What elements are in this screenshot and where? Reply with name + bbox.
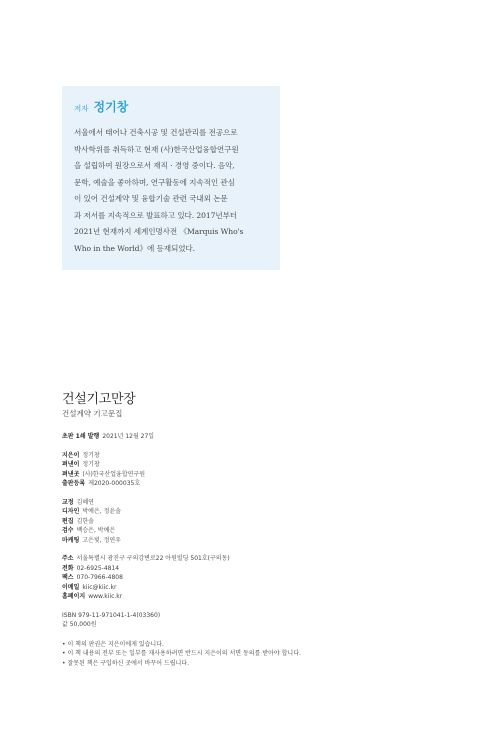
- staff-value: 김한솔: [76, 517, 94, 525]
- credit-value: (사)한국산업융합연구원: [82, 470, 146, 478]
- contact-label: 팩스: [62, 574, 74, 581]
- author-bio-line: 을 설립하여 원장으로서 재직 · 경영 중이다. 음악,: [74, 161, 235, 170]
- contact-value: 02-6925-4814: [76, 564, 120, 572]
- copyright-note: • 이 책의 판권은 지은이에게 있습니다.: [62, 640, 164, 648]
- staff-label: 교정: [62, 498, 74, 506]
- author-heading: [74, 98, 270, 115]
- isbn-group: [62, 611, 442, 630]
- copyright-note: • 이 책 내용의 전부 또는 일부를 재사용하려면 반드시 지은이의 서면 동의를 받아야 합니다.: [62, 650, 301, 657]
- staff-label: 디자인: [62, 508, 80, 515]
- contact-value: kiic@kiic.kr: [82, 583, 117, 591]
- publisher-person-row: [62, 460, 442, 470]
- fax-row: [62, 573, 442, 583]
- contact-label: 주소: [62, 555, 74, 562]
- registration-row: [62, 479, 442, 489]
- staff-label: 검수: [62, 527, 74, 534]
- credit-value: 제2020-000035호: [88, 480, 141, 487]
- staff-value: 김혜연: [76, 498, 94, 506]
- author-bio-line: 이 있어 건설계약 및 융합기술 관련 국내외 논문: [74, 194, 228, 203]
- contact-label: 이메일: [62, 583, 80, 591]
- contact-value: www.kiic.kr: [88, 593, 123, 600]
- staff-row: [62, 498, 442, 508]
- staff-value: 백승은, 박예은: [76, 527, 116, 534]
- first-edition-label: 초판 1쇄 발행: [62, 433, 100, 440]
- staff-row: [62, 526, 442, 536]
- author-role-label: 저자: [74, 104, 89, 113]
- publisher-org-row: [62, 470, 442, 480]
- price: 값 50,000원: [62, 621, 97, 628]
- address-row: [62, 554, 442, 564]
- author-bio-line: 박사학위를 취득하고 현재 (사)한국산업융합연구원: [74, 144, 239, 154]
- credit-value: 정기창: [82, 461, 100, 468]
- book-title: 건설기고만장: [62, 392, 136, 407]
- phone-row: [62, 564, 442, 574]
- contact-group: [62, 554, 442, 602]
- staff-row: [62, 517, 442, 527]
- author-name: 정기창: [93, 100, 129, 114]
- author-bio-line: Who in the World》에 등재되었다.: [74, 243, 195, 253]
- author-bio-line: 과 저서를 지속적으로 발표하고 있다. 2017년부터: [74, 210, 238, 220]
- credit-label: 출판등록: [62, 480, 86, 487]
- email-row: [62, 583, 442, 593]
- staff-value: 박예은, 정윤솔: [82, 508, 121, 515]
- contact-label: 전화: [62, 564, 74, 572]
- credit-value: 정기창: [82, 451, 100, 459]
- staff-row: [62, 507, 442, 517]
- staff-label: 마케팅: [62, 536, 80, 544]
- first-edition-value: 2021년 12월 27일: [102, 433, 155, 440]
- publishing-group: [62, 451, 442, 489]
- copyright-notes: [62, 640, 442, 669]
- contact-value: 서울특별시 광진구 구의강변로22 아원빌딩 501호(구의동): [76, 555, 230, 562]
- staff-group: [62, 498, 442, 546]
- first-edition-group: [62, 432, 442, 442]
- author-bio-line: 문학, 예술을 좋아하며, 연구활동에 지속적인 관심: [74, 177, 235, 187]
- author-bio: [74, 125, 270, 257]
- credit-label: 펴낸이: [62, 461, 80, 468]
- homepage-row: [62, 592, 442, 602]
- author-bio-line: 서울에서 태어나 건축시공 및 건설관리를 전공으로: [74, 128, 238, 137]
- credit-label: 지은이: [62, 451, 80, 459]
- staff-value: 고은빛, 정연우: [82, 536, 121, 544]
- contact-label: 홈페이지: [62, 593, 86, 600]
- colophon: [62, 432, 442, 668]
- first-edition-row: [62, 432, 442, 442]
- author-profile-box: [62, 86, 280, 270]
- author-credit-row: [62, 451, 442, 461]
- contact-value: 070-7966-4808: [76, 574, 123, 581]
- isbn: ISBN 979-11-971041-1-4(03360): [62, 611, 161, 619]
- copyright-note: • 잘못된 책은 구입하신 곳에서 바꾸어 드립니다.: [62, 659, 190, 667]
- author-bio-line: 2021년 현재까지 세계인명사전 《Marquis Who's: [74, 227, 244, 236]
- book-subtitle: 건설계약 기고문집: [62, 409, 123, 418]
- staff-label: 편집: [62, 517, 74, 525]
- staff-row: [62, 536, 442, 546]
- credit-label: 펴낸곳: [62, 470, 80, 478]
